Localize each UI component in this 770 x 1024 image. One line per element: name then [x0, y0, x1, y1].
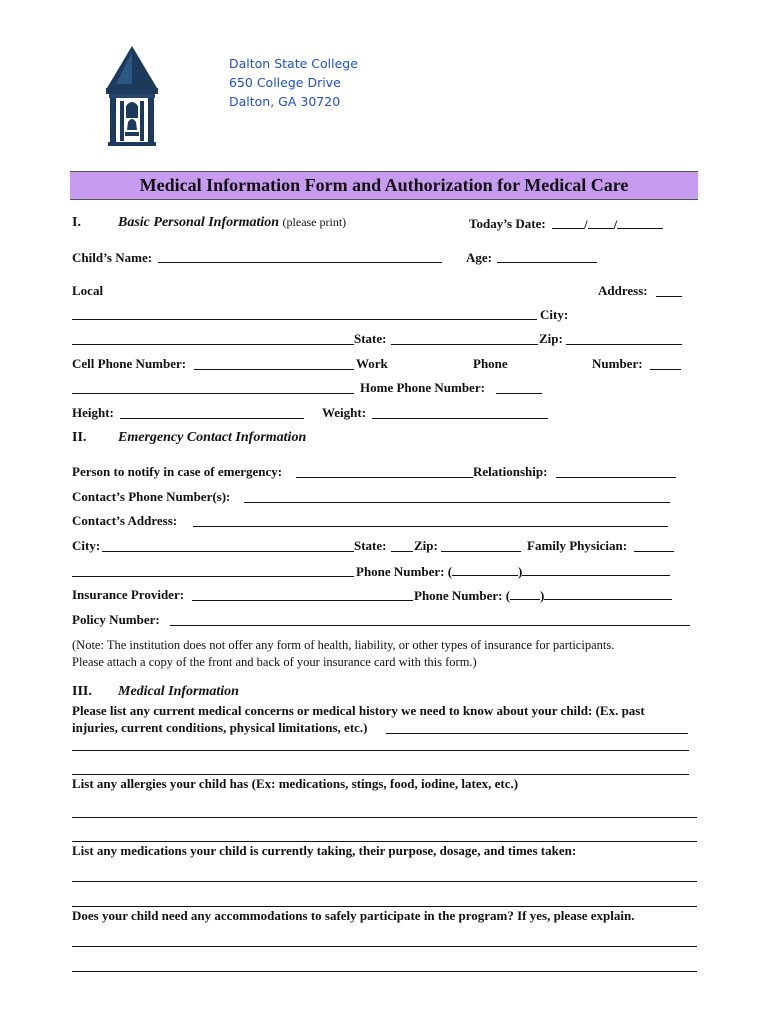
- emergency-person-label: Person to notify in case of emergency:: [72, 464, 283, 479]
- childs-name-label: Child’s Name:: [72, 250, 153, 265]
- medical-concerns-field[interactable]: [386, 733, 688, 734]
- section1-number: I.: [72, 215, 81, 230]
- height-label: Height:: [72, 405, 114, 420]
- contact-state-field[interactable]: [391, 551, 413, 552]
- address-line3: Dalton, GA 30720: [229, 94, 341, 109]
- city-label: City:: [540, 307, 569, 322]
- city-field[interactable]: [72, 344, 354, 345]
- medical-concerns-question-line2: injuries, current conditions, physical limitations, etc.): [72, 720, 368, 735]
- cell-phone-field[interactable]: [194, 369, 354, 370]
- contact-zip-label: Zip:: [414, 538, 438, 553]
- medical-concerns-line-1[interactable]: [72, 750, 689, 751]
- contact-city-field[interactable]: [102, 551, 354, 552]
- medications-line-2[interactable]: [72, 906, 697, 907]
- state-field[interactable]: [391, 344, 538, 345]
- section1-heading-note: (please print): [282, 215, 347, 229]
- address-line2: 650 College Drive: [229, 75, 341, 90]
- relationship-field[interactable]: [556, 477, 676, 478]
- section2-heading: Emergency Contact Information: [118, 430, 307, 445]
- work-phone-line-field[interactable]: [72, 393, 354, 394]
- medications-question: List any medications your child is currently taking, their purpose, dosage, and times taken:: [72, 843, 577, 858]
- height-field[interactable]: [120, 418, 304, 419]
- zip-field[interactable]: [566, 344, 682, 345]
- address-line1: Dalton State College: [229, 56, 358, 71]
- insurance-note-line2: Please attach a copy of the front and back of your insurance card with this form.): [72, 655, 477, 669]
- allergies-line-1[interactable]: [72, 817, 697, 818]
- insurance-provider-label: Insurance Provider:: [72, 587, 185, 602]
- family-physician-field[interactable]: [634, 551, 674, 552]
- section1-heading: [118, 215, 346, 231]
- childs-name-field[interactable]: [158, 262, 442, 263]
- section1-heading-text: Basic Personal Information: [118, 215, 280, 230]
- contact-zip-field[interactable]: [441, 551, 521, 552]
- insurance-phone-label-text: Phone Number: (: [414, 588, 511, 603]
- work-phone-field[interactable]: [650, 369, 681, 370]
- accommodations-line-2[interactable]: [72, 971, 697, 972]
- age-label: Age:: [466, 250, 492, 265]
- allergies-question: List any allergies your child has (Ex: medications, stings, food, iodine, latex, etc.): [72, 776, 519, 791]
- address-field[interactable]: [656, 296, 682, 297]
- accommodations-question: Does your child need any accommodations to safely participate in the program? If yes, please explain.: [72, 908, 635, 923]
- emergency-person-field[interactable]: [296, 477, 473, 478]
- contact-address-label: Contact’s Address:: [72, 513, 178, 528]
- todays-date-label: Today’s Date:: [469, 216, 546, 231]
- insurance-phone-label: Phone Number: ( ): [414, 587, 672, 604]
- contact-address-field[interactable]: [193, 526, 668, 527]
- family-physician-label: Family Physician:: [527, 538, 628, 553]
- address-line-field[interactable]: [72, 319, 537, 320]
- section3-heading: Medical Information: [118, 684, 239, 699]
- accommodations-line-1[interactable]: [72, 946, 697, 947]
- zip-label: Zip:: [539, 331, 563, 346]
- age-field[interactable]: [497, 262, 597, 263]
- section3-number: III.: [72, 684, 92, 699]
- policy-number-label: Policy Number:: [72, 612, 160, 627]
- state-label: State:: [354, 331, 387, 346]
- local-label: Local: [72, 283, 104, 298]
- address-label: Address:: [598, 283, 648, 298]
- weight-field[interactable]: [372, 418, 548, 419]
- home-phone-field[interactable]: [496, 393, 542, 394]
- physician-phone-label-text: Phone Number: (: [356, 564, 453, 579]
- contact-phone-field[interactable]: [244, 502, 670, 503]
- medical-concerns-question-line1: Please list any current medical concerns or medical history we need to know about your child: (Ex. past: [72, 703, 645, 718]
- relationship-label: Relationship:: [473, 464, 548, 479]
- section2-number: II.: [72, 430, 87, 445]
- todays-date-field[interactable]: / /: [552, 216, 663, 233]
- clock-tower-logo-icon: [104, 46, 160, 146]
- weight-label: Weight:: [322, 405, 367, 420]
- cell-phone-label: Cell Phone Number:: [72, 356, 187, 371]
- insurance-note: [72, 637, 614, 671]
- form-title-bar: [70, 171, 698, 200]
- medical-concerns-line-2[interactable]: [72, 774, 689, 775]
- work-label: Work: [356, 356, 388, 371]
- contact-city-label: City:: [72, 538, 101, 553]
- insurance-provider-field[interactable]: [192, 600, 413, 601]
- insurance-note-line1: (Note: The institution does not offer any form of health, liability, or other types of insurance for participants.: [72, 638, 615, 652]
- form-title: Medical Information Form and Authorization for Medical Care: [139, 175, 629, 195]
- contact-state-label: State:: [354, 538, 387, 553]
- physician-phone-label: Phone Number: ( ): [356, 563, 670, 580]
- college-address: [229, 54, 358, 111]
- home-phone-label: Home Phone Number:: [360, 380, 485, 395]
- number-label: Number:: [592, 356, 643, 371]
- allergies-line-2[interactable]: [72, 841, 697, 842]
- medications-line-1[interactable]: [72, 881, 697, 882]
- phone-label: Phone: [473, 356, 508, 371]
- physician-name-field[interactable]: [72, 576, 354, 577]
- policy-number-field[interactable]: [170, 625, 690, 626]
- contact-phone-label: Contact’s Phone Number(s):: [72, 489, 231, 504]
